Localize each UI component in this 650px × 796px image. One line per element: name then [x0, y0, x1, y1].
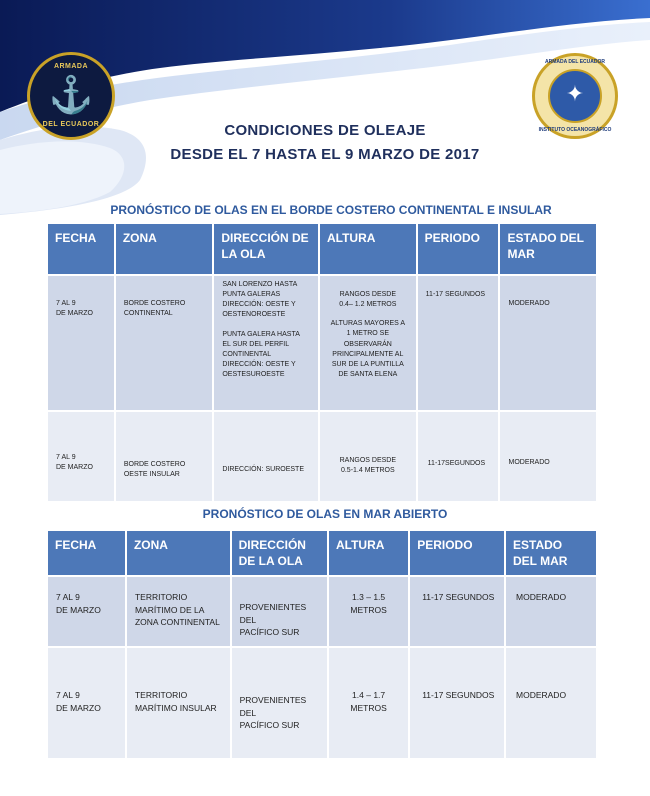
- direccion-text-2: PUNTA GALERA HASTA EL SUR DEL PERFIL CONTINENTAL DIRECCIÓN: OESTE Y OESTESUROESTE: [222, 330, 300, 379]
- direccion-text-1: SAN LORENZO HASTA PUNTA GALERAS DIRECCIÓN: OESTE Y OESTENOROESTE: [222, 281, 298, 319]
- cell-estado: MODERADO: [506, 648, 596, 758]
- page-title-line-1: CONDICIONES DE OLEAJE: [224, 122, 426, 139]
- logo-right-bottom-text: INSTITUTO OCEANOGRÁFICO: [538, 127, 612, 133]
- cell-fecha: 7 AL 9 DE MARZO: [48, 648, 125, 758]
- cell-direccion: DIRECCIÓN: SUROESTE: [214, 412, 318, 501]
- column-header-zona: ZONA: [116, 224, 213, 274]
- cell-zona: TERRITORIO MARÍTIMO INSULAR: [127, 648, 230, 758]
- cell-periodo: 11-17 SEGUNDOS: [410, 577, 504, 646]
- cell-estado: MODERADO: [500, 412, 596, 501]
- column-header-estado: ESTADO DEL MAR: [506, 531, 596, 575]
- table-header-row: [48, 531, 596, 575]
- column-header-direccion: DIRECCIÓN DE LA OLA: [214, 224, 318, 274]
- cell-direccion: PROVENIENTES DEL PACÍFICO SUR: [232, 648, 327, 758]
- column-header-zona: ZONA: [127, 531, 230, 575]
- cell-altura: 1.3 – 1.5 METROS: [329, 577, 408, 646]
- cell-periodo: 11-17SEGUNDOS: [418, 412, 499, 501]
- column-header-periodo: PERIODO: [418, 224, 499, 274]
- cell-estado: MODERADO: [500, 276, 596, 410]
- coastal-section-heading: PRONÓSTICO DE OLAS EN EL BORDE COSTERO CONTINENTAL E INSULAR: [110, 203, 552, 217]
- cell-fecha: 7 AL 9 DE MARZO: [48, 412, 114, 501]
- table-header-row: [48, 224, 596, 274]
- column-header-estado: ESTADO DEL MAR: [500, 224, 596, 274]
- cell-estado: MODERADO: [506, 577, 596, 646]
- cell-zona: BORDE COSTERO CONTINENTAL: [116, 276, 213, 410]
- cell-altura: 1.4 – 1.7 METROS: [329, 648, 408, 758]
- table-row: [48, 412, 596, 501]
- cell-altura: RANGOS DESDE 0.5-1.4 METROS: [320, 412, 416, 501]
- open-sea-forecast-table: [46, 529, 598, 760]
- column-header-periodo: PERIODO: [410, 531, 504, 575]
- table-row: [48, 648, 596, 758]
- cell-zona: BORDE COSTERO OESTE INSULAR: [116, 412, 213, 501]
- anchor-icon: ⚓: [48, 74, 94, 115]
- column-header-direccion: DIRECCIÓN DE LA OLA: [232, 531, 327, 575]
- cell-periodo: 11-17 SEGUNDOS: [410, 648, 504, 758]
- column-header-altura: ALTURA: [329, 531, 408, 575]
- cell-zona: TERRITORIO MARÍTIMO DE LA ZONA CONTINENTAL: [127, 577, 230, 646]
- cell-periodo: 11-17 SEGUNDOS: [418, 276, 499, 410]
- cell-direccion: PROVENIENTES DEL PACÍFICO SUR: [232, 577, 327, 646]
- column-header-fecha: FECHA: [48, 531, 125, 575]
- cell-fecha: 7 AL 9 DE MARZO: [48, 276, 114, 410]
- column-header-fecha: FECHA: [48, 224, 114, 274]
- cell-direccion: [214, 276, 318, 410]
- table-row: [48, 577, 596, 646]
- coastal-forecast-table: [46, 222, 598, 503]
- cell-altura: [320, 276, 416, 410]
- altura-text-1: RANGOS DESDE 0.4– 1.2 METROS: [339, 291, 397, 309]
- globe-icon: ✦: [565, 81, 585, 106]
- column-header-altura: ALTURA: [320, 224, 416, 274]
- logo-left-bottom-text: DEL ECUADOR: [42, 121, 100, 128]
- logo-right-top-text: ARMADA DEL ECUADOR: [545, 59, 605, 65]
- table-row: [48, 276, 596, 410]
- logo-right-inner-disc: [548, 69, 602, 123]
- page-title-line-2: DESDE EL 7 HASTA EL 9 MARZO DE 2017: [170, 146, 480, 163]
- open-sea-section-heading: PRONÓSTICO DE OLAS EN MAR ABIERTO: [202, 507, 448, 521]
- cell-fecha: 7 AL 9 DE MARZO: [48, 577, 125, 646]
- logo-left-top-text: ARMADA: [53, 63, 89, 70]
- altura-text-2: ALTURAS MAYORES A 1 METRO SE OBSERVARÁN PRINCIPALMENTE AL SUR DE LA PUNTILLA DE SANTA ELENA: [330, 320, 406, 378]
